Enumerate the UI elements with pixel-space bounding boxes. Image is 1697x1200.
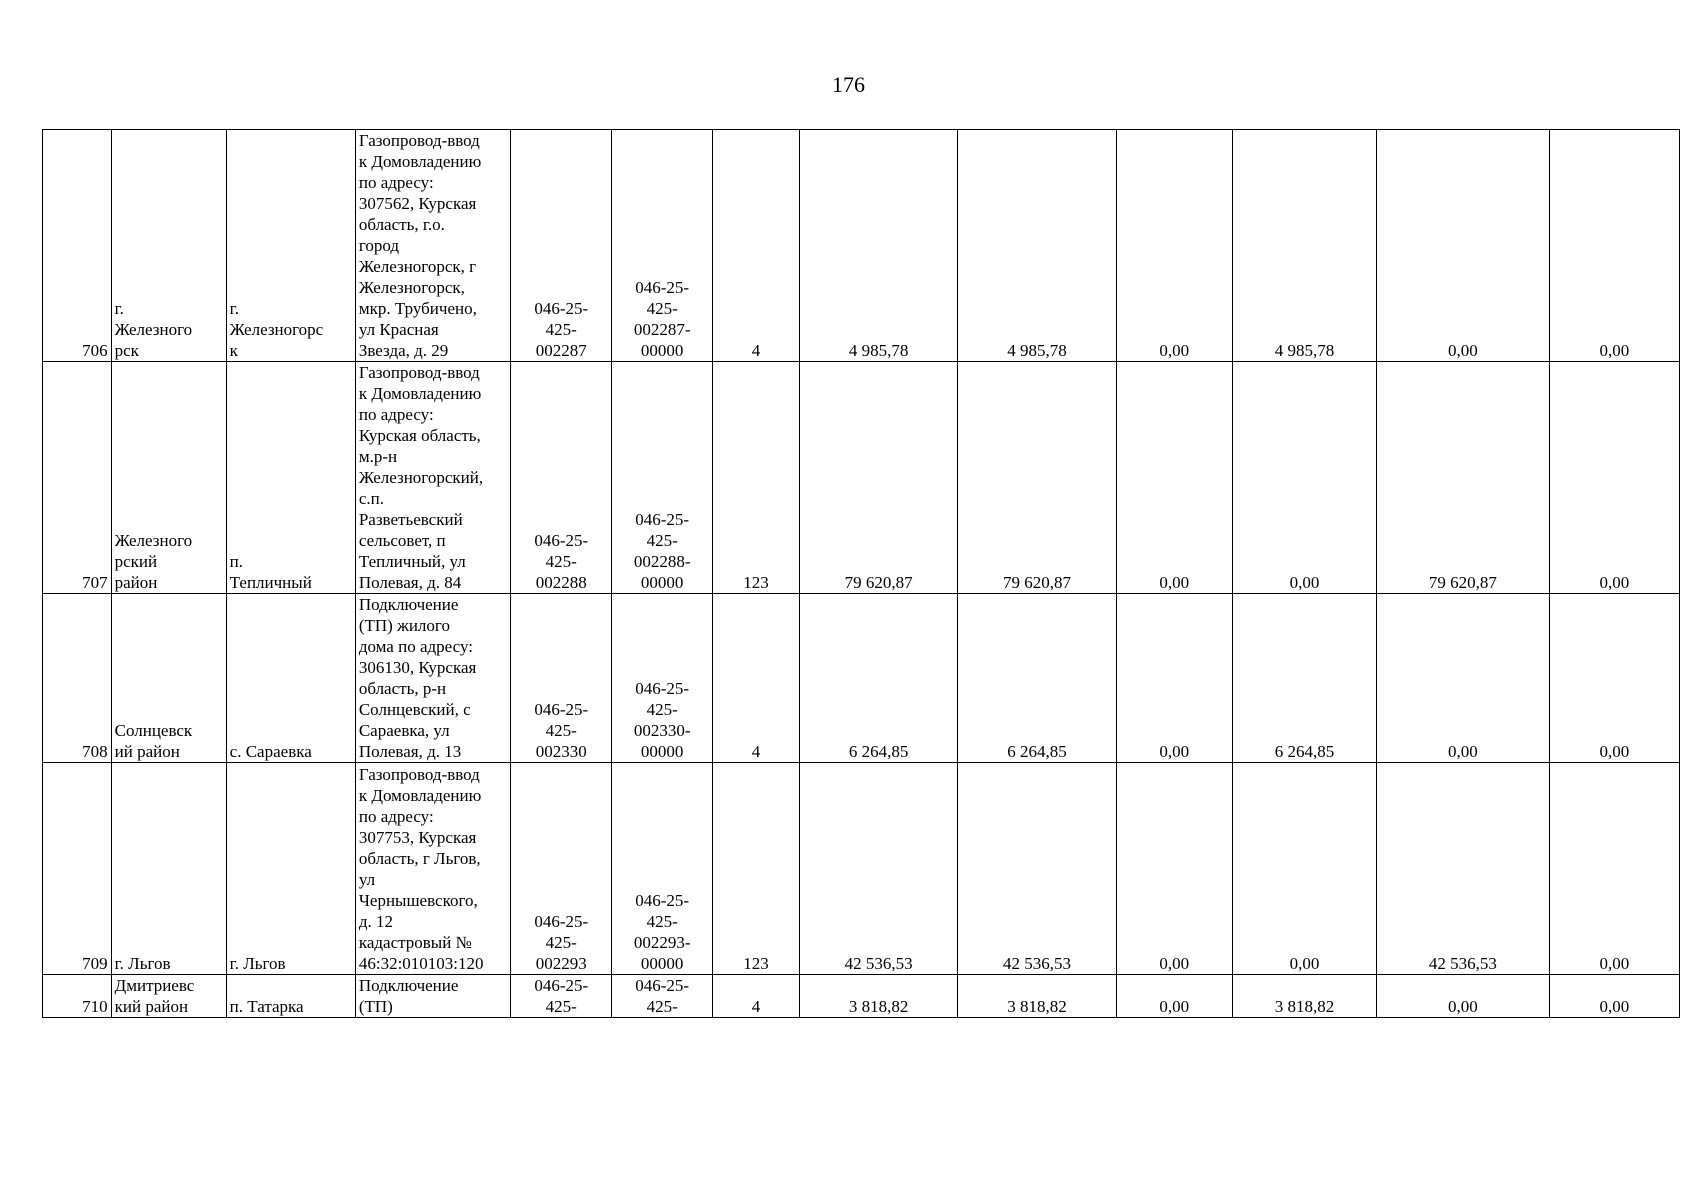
district-cell-text: г. Льгов bbox=[114, 954, 171, 973]
locality-cell bbox=[226, 763, 355, 975]
district-cell-text: Железного рский район bbox=[114, 531, 193, 592]
row-number-text: 709 bbox=[82, 954, 108, 973]
amount-cell-6 bbox=[1549, 130, 1679, 362]
amount-cell-4 bbox=[1232, 763, 1376, 975]
amount-cell-3-text: 0,00 bbox=[1159, 997, 1190, 1016]
amount-cell-4-text: 6 264,85 bbox=[1274, 742, 1335, 761]
amount-total-cell bbox=[799, 362, 957, 594]
object-description-cell bbox=[355, 975, 510, 1018]
amount-cell-2 bbox=[958, 362, 1116, 594]
amount-cell-3-text: 0,00 bbox=[1159, 954, 1190, 973]
amount-cell-5 bbox=[1377, 975, 1550, 1018]
code-cell-text: 046-25- 425- 002287 bbox=[534, 299, 589, 360]
amount-cell-6-text: 0,00 bbox=[1599, 573, 1630, 592]
code-cell bbox=[511, 594, 612, 763]
locality-cell-text: с. Сараевка bbox=[229, 742, 312, 761]
code-cell bbox=[511, 362, 612, 594]
locality-cell bbox=[226, 975, 355, 1018]
amount-cell-2-text: 3 818,82 bbox=[1007, 997, 1067, 1016]
code-cell bbox=[511, 130, 612, 362]
district-cell bbox=[111, 130, 226, 362]
amount-cell-2-text: 79 620,87 bbox=[1003, 573, 1072, 592]
row-number-text: 707 bbox=[82, 573, 108, 592]
locality-cell-text: г. Железногорс к bbox=[229, 299, 324, 360]
amount-total-cell bbox=[799, 130, 957, 362]
amount-cell-3-text: 0,00 bbox=[1159, 742, 1190, 761]
quantity-cell-text: 4 bbox=[751, 341, 761, 360]
district-cell bbox=[111, 594, 226, 763]
amount-cell-6 bbox=[1549, 362, 1679, 594]
table-row bbox=[43, 362, 1680, 594]
row-number bbox=[43, 362, 112, 594]
object-description-cell-text: Газопровод-ввод к Домовладению по адресу: 307562, Курская область, г.о. город Железногорск, г Железногорск, мкр. Трубичено, ул Красная Звезда, д. 29 bbox=[358, 131, 482, 360]
amount-cell-5 bbox=[1377, 763, 1550, 975]
amount-cell-3 bbox=[1116, 763, 1232, 975]
row-number-text: 710 bbox=[82, 997, 108, 1016]
amount-cell-5-text: 79 620,87 bbox=[1428, 573, 1497, 592]
amount-total-cell bbox=[799, 594, 957, 763]
amount-cell-5 bbox=[1377, 362, 1550, 594]
locality-cell bbox=[226, 130, 355, 362]
row-number bbox=[43, 130, 112, 362]
quantity-cell-text: 4 bbox=[751, 742, 761, 761]
amount-cell-3-text: 0,00 bbox=[1159, 573, 1190, 592]
code-cell-text: 046-25- 425- 002293 bbox=[534, 912, 589, 973]
code-cell-text: 046-25- 425- 002330 bbox=[534, 700, 589, 761]
full-code-cell-text: 046-25- 425- 002330- 00000 bbox=[633, 679, 691, 761]
row-number-text: 708 bbox=[82, 742, 108, 761]
amount-cell-2-text: 4 985,78 bbox=[1007, 341, 1067, 360]
amount-total-cell-text: 4 985,78 bbox=[848, 341, 909, 360]
amount-total-cell-text: 42 536,53 bbox=[844, 954, 913, 973]
amount-cell-4 bbox=[1232, 594, 1376, 763]
quantity-cell bbox=[713, 763, 800, 975]
amount-cell-5-text: 0,00 bbox=[1448, 997, 1478, 1016]
locality-cell-text: п. Татарка bbox=[229, 997, 304, 1016]
code-cell bbox=[511, 975, 612, 1018]
district-cell-text: Дмитриевс кий район bbox=[114, 976, 195, 1016]
table-row bbox=[43, 763, 1680, 975]
object-description-cell-text: Подключение (ТП) жилого дома по адресу: 306130, Курская область, р-н Солнцевский, с Сараевка, ул Полевая, д. 13 bbox=[358, 595, 477, 761]
object-description-cell-text: Газопровод-ввод к Домовладению по адресу: 307753, Курская область, г Льгов, ул Чернышевского, д. 12 кадастровый № 46:32:010103:120 bbox=[358, 765, 484, 973]
row-number-text: 706 bbox=[82, 341, 108, 360]
amount-cell-2 bbox=[958, 594, 1116, 763]
locality-cell-text: п. Тепличный bbox=[229, 552, 312, 592]
register-table bbox=[42, 129, 1680, 1018]
district-cell-text: Солнцевск ий район bbox=[114, 721, 193, 761]
quantity-cell-text: 123 bbox=[743, 573, 769, 592]
amount-cell-6 bbox=[1549, 763, 1679, 975]
amount-total-cell-text: 79 620,87 bbox=[844, 573, 913, 592]
amount-cell-6 bbox=[1549, 594, 1679, 763]
full-code-cell bbox=[612, 975, 713, 1018]
amount-cell-6-text: 0,00 bbox=[1599, 997, 1630, 1016]
amount-cell-4-text: 0,00 bbox=[1289, 954, 1320, 973]
object-description-cell bbox=[355, 594, 510, 763]
amount-cell-2 bbox=[958, 763, 1116, 975]
full-code-cell-text: 046-25- 425- 002288- 00000 bbox=[633, 510, 691, 592]
object-description-cell bbox=[355, 763, 510, 975]
amount-cell-5 bbox=[1377, 594, 1550, 763]
quantity-cell-text: 123 bbox=[743, 954, 769, 973]
full-code-cell-text: 046-25- 425- 002293- 00000 bbox=[633, 891, 691, 973]
amount-cell-3 bbox=[1116, 362, 1232, 594]
locality-cell-text: г. Льгов bbox=[229, 954, 286, 973]
row-number bbox=[43, 763, 112, 975]
full-code-cell-text: 046-25- 425- 002287- 00000 bbox=[633, 278, 691, 360]
amount-cell-3 bbox=[1116, 975, 1232, 1018]
object-description-cell bbox=[355, 130, 510, 362]
amount-cell-6-text: 0,00 bbox=[1599, 341, 1630, 360]
amount-cell-4-text: 4 985,78 bbox=[1274, 341, 1335, 360]
amount-cell-6-text: 0,00 bbox=[1599, 954, 1630, 973]
amount-cell-5-text: 0,00 bbox=[1448, 341, 1478, 360]
quantity-cell bbox=[713, 130, 800, 362]
row-number bbox=[43, 594, 112, 763]
row-number bbox=[43, 975, 112, 1018]
amount-cell-4 bbox=[1232, 975, 1376, 1018]
amount-cell-4 bbox=[1232, 362, 1376, 594]
district-cell bbox=[111, 362, 226, 594]
quantity-cell bbox=[713, 594, 800, 763]
quantity-cell bbox=[713, 362, 800, 594]
object-description-cell bbox=[355, 362, 510, 594]
amount-cell-3 bbox=[1116, 594, 1232, 763]
amount-cell-4 bbox=[1232, 130, 1376, 362]
amount-cell-2-text: 6 264,85 bbox=[1007, 742, 1067, 761]
amount-cell-4-text: 3 818,82 bbox=[1274, 997, 1335, 1016]
amount-total-cell-text: 6 264,85 bbox=[848, 742, 909, 761]
full-code-cell bbox=[612, 130, 713, 362]
code-cell-text: 046-25- 425- bbox=[534, 976, 589, 1016]
table-row bbox=[43, 594, 1680, 763]
table-row bbox=[43, 975, 1680, 1018]
amount-total-cell bbox=[799, 975, 957, 1018]
quantity-cell-text: 4 bbox=[751, 997, 761, 1016]
amount-cell-5-text: 0,00 bbox=[1448, 742, 1478, 761]
full-code-cell-text: 046-25- 425- bbox=[635, 976, 690, 1016]
locality-cell bbox=[226, 362, 355, 594]
district-cell bbox=[111, 763, 226, 975]
district-cell bbox=[111, 975, 226, 1018]
full-code-cell bbox=[612, 594, 713, 763]
amount-total-cell bbox=[799, 763, 957, 975]
amount-cell-2 bbox=[958, 130, 1116, 362]
table-row bbox=[43, 130, 1680, 362]
object-description-cell-text: Газопровод-ввод к Домовладению по адресу: Курская область, м.р-н Железногорский, с.п. Разветьевский сельсовет, п Тепличный, ул Полевая, д. 84 bbox=[358, 363, 484, 592]
amount-cell-5-text: 42 536,53 bbox=[1428, 954, 1497, 973]
amount-cell-5 bbox=[1377, 130, 1550, 362]
full-code-cell bbox=[612, 362, 713, 594]
object-description-cell-text: Подключение (ТП) bbox=[358, 976, 459, 1016]
amount-cell-4-text: 0,00 bbox=[1289, 573, 1320, 592]
quantity-cell bbox=[713, 975, 800, 1018]
locality-cell bbox=[226, 594, 355, 763]
amount-cell-2-text: 42 536,53 bbox=[1003, 954, 1072, 973]
code-cell-text: 046-25- 425- 002288 bbox=[534, 531, 589, 592]
page-number: 176 bbox=[832, 72, 865, 97]
amount-cell-2 bbox=[958, 975, 1116, 1018]
amount-cell-3-text: 0,00 bbox=[1159, 341, 1190, 360]
amount-cell-6-text: 0,00 bbox=[1599, 742, 1630, 761]
amount-total-cell-text: 3 818,82 bbox=[848, 997, 909, 1016]
full-code-cell bbox=[612, 763, 713, 975]
amount-cell-6 bbox=[1549, 975, 1679, 1018]
amount-cell-3 bbox=[1116, 130, 1232, 362]
district-cell-text: г. Железного рск bbox=[114, 299, 193, 360]
code-cell bbox=[511, 763, 612, 975]
